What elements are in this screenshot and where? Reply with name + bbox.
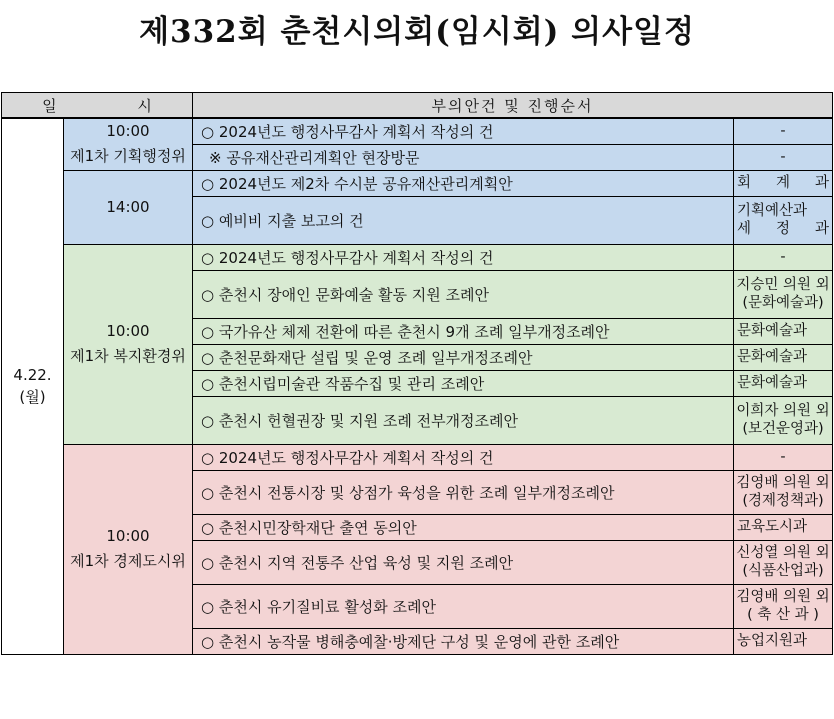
session-time: 14:00 [106, 197, 150, 216]
agenda-item: ○ 2024년도 행정사무감사 계획서 작성의 건 [193, 118, 734, 144]
date-day: 4.22. [13, 366, 52, 385]
agenda-note: 신성열 의원 외 (식품산업과) [734, 540, 833, 584]
table-row [2, 444, 833, 470]
table-row [2, 170, 833, 196]
agenda-item: ○ 춘천시 유기질비료 활성화 조례안 [193, 584, 734, 628]
agenda-note: 지승민 의원 외 (문화예술과) [734, 270, 833, 318]
agenda-item: ○ 예비비 지출 보고의 건 [193, 196, 734, 244]
agenda-item: ○ 춘천시 헌혈권장 및 지원 조례 전부개정조례안 [193, 396, 734, 444]
agenda-note: - [734, 144, 833, 170]
table-row [2, 118, 833, 144]
agenda-note: 김영배 의원 외 ( 축 산 과 ) [734, 584, 833, 628]
agenda-item: ○ 춘천시 장애인 문화예술 활동 지원 조례안 [193, 270, 734, 318]
committee-name: 제1차 기획행정위 [70, 147, 186, 166]
time-cell [64, 118, 193, 170]
agenda-note: 농업지원과 [734, 628, 833, 654]
agenda-note: - [734, 444, 833, 470]
session-time: 10:00 [106, 122, 150, 141]
agenda-item: ○ 국가유산 체제 전환에 따른 춘천시 9개 조례 일부개정조례안 [193, 318, 734, 344]
page-title: 제332회 춘천시의회(임시회) 의사일정 [139, 14, 695, 50]
agenda-item: ○ 춘천시립미술관 작품수집 및 관리 조례안 [193, 370, 734, 396]
agenda-item: ○ 2024년도 행정사무감사 계획서 작성의 건 [193, 244, 734, 270]
agenda-note: 이희자 의원 외 (보건운영과) [734, 396, 833, 444]
agenda-note: 교육도시과 [734, 514, 833, 540]
date-cell [2, 118, 64, 654]
agenda-item: ○ 춘천시 지역 전통주 산업 육성 및 지원 조례안 [193, 540, 734, 584]
agenda-item: ○ 춘천시 전통시장 및 상점가 육성을 위한 조례 일부개정조례안 [193, 470, 734, 514]
agenda-note: 문화예술과 [734, 370, 833, 396]
agenda-note: - [734, 244, 833, 270]
agenda-note: 문화예술과 [734, 344, 833, 370]
header-agenda: 부의안건 및 진행순서 [193, 93, 833, 119]
agenda-note: 기획예산과 세 정 과 [734, 196, 833, 244]
agenda-note: 김영배 의원 외 (경제정책과) [734, 470, 833, 514]
agenda-item: ○ 춘천시 농작물 병해충예찰·방제단 구성 및 운영에 관한 조례안 [193, 628, 734, 654]
session-time: 10:00 [106, 322, 150, 340]
time-cell [64, 444, 193, 654]
agenda-note: 문화예술과 [734, 318, 833, 344]
agenda-item: ○ 춘천문화재단 설립 및 운영 조례 일부개정조례안 [193, 344, 734, 370]
agenda-item: ○ 춘천시민장학재단 출연 동의안 [193, 514, 734, 540]
agenda-note: 회 계 과 [734, 170, 833, 196]
agenda-item: ○ 2024년도 행정사무감사 계획서 작성의 건 [193, 444, 734, 470]
date-weekday: (월) [19, 388, 46, 407]
committee-name: 제1차 경제도시위 [70, 552, 186, 570]
time-cell [64, 244, 193, 444]
agenda-note: - [734, 118, 833, 144]
table-row [2, 244, 833, 270]
schedule-table [1, 92, 833, 655]
agenda-item: ○ 2024년도 제2차 수시분 공유재산관리계획안 [193, 170, 734, 196]
committee-name: 제1차 복지환경위 [70, 347, 186, 365]
time-cell [64, 170, 193, 244]
header-datetime: 일 시 [2, 93, 193, 119]
session-time: 10:00 [106, 527, 150, 545]
agenda-item: ※ 공유재산관리계획안 현장방문 [193, 144, 734, 170]
table-header-row [2, 93, 833, 119]
